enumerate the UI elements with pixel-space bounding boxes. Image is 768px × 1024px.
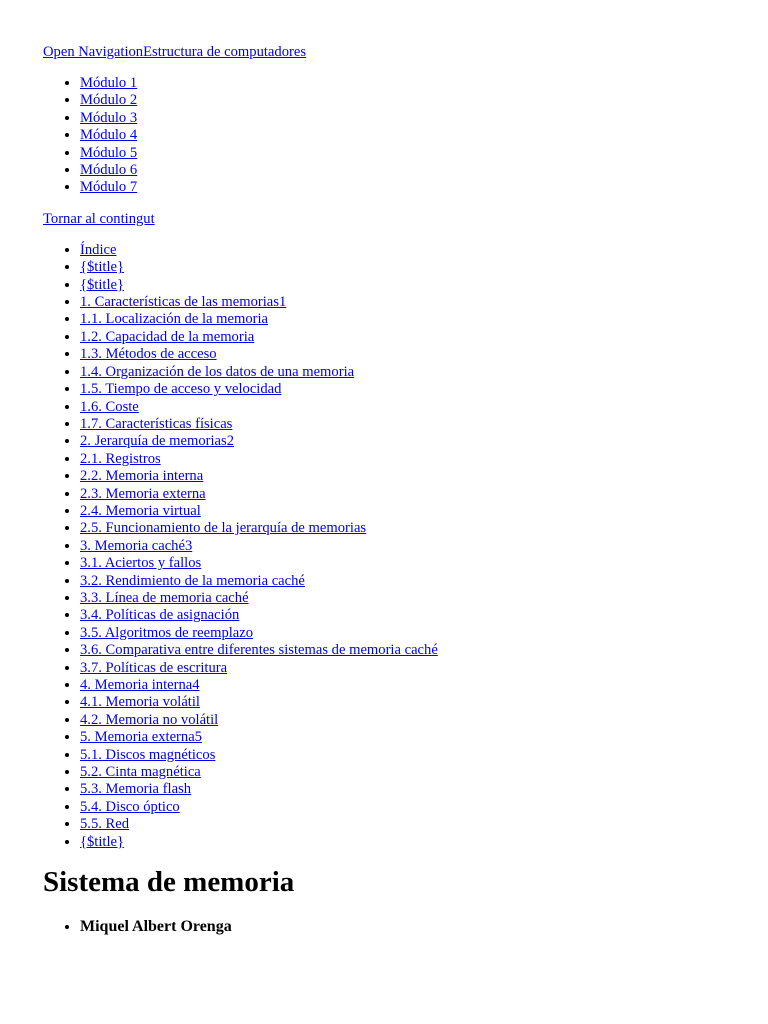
toc-item bbox=[80, 590, 768, 607]
toc-link[interactable]: 4.1. Memoria volátil bbox=[80, 694, 200, 711]
module-item bbox=[80, 179, 768, 196]
toc-item bbox=[80, 834, 768, 851]
toc-item bbox=[80, 311, 768, 328]
toc-link[interactable]: 1.7. Características físicas bbox=[80, 415, 233, 432]
toc-item bbox=[80, 468, 768, 485]
toc-item bbox=[80, 503, 768, 520]
toc-item bbox=[80, 625, 768, 642]
toc-item bbox=[80, 555, 768, 572]
toc-item bbox=[80, 538, 768, 555]
toc-item bbox=[80, 607, 768, 624]
toc-item bbox=[80, 399, 768, 416]
site-title-link[interactable]: Estructura de computadores bbox=[143, 44, 307, 60]
toc-link[interactable]: 5.3. Memoria flash bbox=[80, 781, 192, 798]
module-item bbox=[80, 92, 768, 109]
author-name: • Miquel Albert Orenga bbox=[80, 917, 768, 937]
toc-link[interactable]: 1.1. Localización de la memoria bbox=[80, 311, 269, 328]
toc-link[interactable]: 3.4. Políticas de asignación bbox=[80, 607, 240, 624]
toc-link[interactable]: 5.4. Disco óptico bbox=[80, 798, 180, 815]
toc-item bbox=[80, 660, 768, 677]
module-link-3[interactable]: Módulo 3 bbox=[80, 109, 138, 126]
toc-item bbox=[80, 747, 768, 764]
module-link-2[interactable]: Módulo 2 bbox=[80, 92, 138, 109]
toc-item bbox=[80, 712, 768, 729]
site-header bbox=[43, 44, 768, 61]
module-item bbox=[80, 75, 768, 92]
toc-item bbox=[80, 520, 768, 537]
toc-link[interactable]: 5. Memoria externa5 bbox=[80, 729, 202, 746]
toc-link[interactable]: 3. Memoria caché3 bbox=[80, 537, 193, 554]
toc-item bbox=[80, 346, 768, 363]
module-list bbox=[43, 75, 768, 197]
toc-item bbox=[80, 781, 768, 798]
toc-link[interactable]: Índice bbox=[80, 241, 117, 258]
toc-item bbox=[80, 451, 768, 468]
toc-item bbox=[80, 573, 768, 590]
skip-to-content-link[interactable]: Tornar al contingut bbox=[43, 210, 155, 227]
module-item bbox=[80, 110, 768, 127]
toc-link[interactable]: 1.3. Métodos de acceso bbox=[80, 346, 217, 363]
table-of-contents bbox=[43, 242, 768, 851]
module-link-1[interactable]: Módulo 1 bbox=[80, 75, 138, 91]
toc-link[interactable]: 3.5. Algoritmos de reemplazo bbox=[80, 624, 254, 641]
toc-item bbox=[80, 242, 768, 259]
toc-link[interactable]: 2.1. Registros bbox=[80, 450, 161, 467]
toc-link[interactable]: 2.5. Funcionamiento de la jerarquía de memorias bbox=[80, 520, 367, 537]
module-item bbox=[80, 145, 768, 162]
open-navigation-link[interactable]: Open Navigation bbox=[43, 44, 144, 60]
toc-item bbox=[80, 816, 768, 833]
toc-item bbox=[80, 764, 768, 781]
toc-item bbox=[80, 381, 768, 398]
module-item bbox=[80, 162, 768, 179]
author-list bbox=[43, 917, 768, 937]
toc-item bbox=[80, 677, 768, 694]
module-link-6[interactable]: Módulo 6 bbox=[80, 162, 138, 179]
toc-item bbox=[80, 259, 768, 276]
page-title: Sistema de memoria bbox=[43, 866, 295, 899]
toc-link[interactable]: 3.6. Comparativa entre diferentes sistemas de memoria caché bbox=[80, 642, 438, 659]
toc-link[interactable]: 4. Memoria interna4 bbox=[80, 677, 200, 693]
site-header-link[interactable] bbox=[43, 44, 306, 60]
toc-item bbox=[80, 642, 768, 659]
toc-link[interactable]: 1.5. Tiempo de acceso y velocidad bbox=[80, 381, 282, 398]
toc-item bbox=[80, 799, 768, 816]
toc-link[interactable]: 3.2. Rendimiento de la memoria caché bbox=[80, 572, 305, 589]
toc-link[interactable]: {$title} bbox=[80, 276, 125, 293]
toc-link[interactable]: 2.3. Memoria externa bbox=[80, 485, 206, 502]
module-link-5[interactable]: Módulo 5 bbox=[80, 144, 138, 161]
toc-item bbox=[80, 329, 768, 346]
toc-link[interactable]: 3.3. Línea de memoria caché bbox=[80, 589, 249, 606]
toc-link[interactable]: 4.2. Memoria no volátil bbox=[80, 711, 219, 728]
toc-item bbox=[80, 364, 768, 381]
toc-link[interactable]: 1.6. Coste bbox=[80, 398, 139, 415]
toc-item bbox=[80, 694, 768, 711]
toc-link[interactable]: 5.1. Discos magnéticos bbox=[80, 746, 216, 763]
module-item bbox=[80, 127, 768, 144]
toc-item bbox=[80, 486, 768, 503]
module-link-7[interactable]: Módulo 7 bbox=[80, 179, 138, 196]
module-link-4[interactable]: Módulo 4 bbox=[80, 127, 138, 144]
toc-link[interactable]: 5.2. Cinta magnética bbox=[80, 764, 201, 781]
toc-item bbox=[80, 277, 768, 294]
toc-link[interactable]: 1. Características de las memorias1 bbox=[80, 294, 287, 311]
toc-item bbox=[80, 433, 768, 450]
toc-link[interactable]: 5.5. Red bbox=[80, 816, 130, 833]
toc-link[interactable]: {$title} bbox=[80, 833, 125, 850]
toc-link[interactable]: 3.1. Aciertos y fallos bbox=[80, 555, 202, 572]
toc-link[interactable]: {$title} bbox=[80, 259, 125, 276]
toc-link[interactable]: 2. Jerarquía de memorias2 bbox=[80, 433, 234, 450]
toc-link[interactable]: 1.4. Organización de los datos de una memoria bbox=[80, 363, 355, 380]
toc-item bbox=[80, 729, 768, 746]
toc-item bbox=[80, 416, 768, 433]
toc-link[interactable]: 2.4. Memoria virtual bbox=[80, 502, 201, 519]
skip-to-content-row bbox=[43, 211, 768, 228]
toc-link[interactable]: 1.2. Capacidad de la memoria bbox=[80, 328, 255, 345]
toc-item bbox=[80, 294, 768, 311]
toc-link[interactable]: 2.2. Memoria interna bbox=[80, 468, 204, 485]
toc-link[interactable]: 3.7. Políticas de escritura bbox=[80, 659, 228, 676]
